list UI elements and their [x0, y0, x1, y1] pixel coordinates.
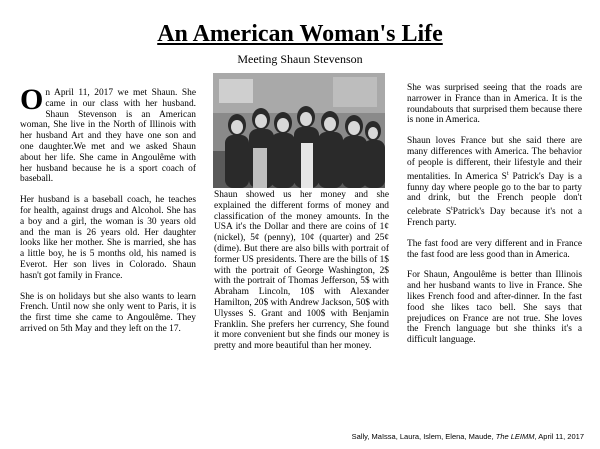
- paragraph-text: n April 11, 2017 we met Shaun. She came in our class with her husband. Shaun Stevenson is an American woman, She live in the North of Illinois with her husband Art and they have one son and one daughter.We met and we asked Shaun about her life. She came in Angoulême with her husband because he is a sport coach of baseball.: [20, 88, 196, 185]
- article-subtitle: Meeting Shaun Stevenson: [237, 52, 363, 66]
- paragraph: For Shaun, Angoulême is better than Illinois and her husband wants to live in France. She likes French food and after-dinner. In the fast food she likes taco bell. She says that prejudices on France are not true. She loves the French language but she thinks it's a difficult language.: [407, 270, 582, 346]
- paragraph: Shaun showed us her money and she explained the different forms of money and classification of the money amounts. In the USA it's the Dollar and there are coins of 1¢ (nickel), 5¢ (penny), 10¢ (quarter) and 25¢ (dime). But there are also bills with portrait of former US presidents. There are the bills of 1$ with the portrait of George Washington, 2$ with the portrait of Thomas Jefferson, 5$ with Abraham Lincoln, 10$ with Alexander Hamilton, 20$ with Andrew Jackson, 50$ with Ulysses S. Grant and 100$ with Benjamin Franklin. She prefers her currency, She found it more convenient but she finds our money is pretty and more beautiful than her money.: [214, 190, 389, 352]
- paragraph: [20, 83, 196, 185]
- drop-cap: O: [20, 83, 44, 116]
- group-photo-illustration: [213, 73, 385, 188]
- paragraph: She is on holidays but she also wants to learn French. Until now she only went to Paris, it is the first time she came to Angoulême. They arrived on 5th May and they left on the 17.: [20, 291, 196, 334]
- superscript: t: [506, 170, 509, 177]
- article-credit: [352, 432, 584, 441]
- paragraph: [407, 136, 582, 229]
- article-title: An American Woman's Life: [157, 21, 443, 47]
- paragraph-text: Patrick's Day because it's not a French party.: [407, 207, 582, 229]
- paragraph: Her husband is a baseball coach, he teaches for health, against drugs and Alcohol. She has a boy and a girl, the woman is 30 years old and the man is 26 years old. Her daughter looks like her mother. She is married, she has a little boy, he is 5 months old, his named is Everot. Her son lives in Colorado. Shaun hasn't got family in France.: [20, 195, 196, 281]
- credit-names: Sally, Maïssa, Laura, Islem, Elena, Maude,: [351, 432, 496, 441]
- group-photo: [213, 73, 385, 188]
- article-column-3: [407, 83, 582, 356]
- article-column-1: [20, 83, 196, 345]
- paragraph: The fast food are very different and in France the fast food are less good than in America.: [407, 238, 582, 260]
- article-column-2: [214, 190, 389, 362]
- paragraph-text: Shaun loves France but she said there are many differences with America. The behavior of people is different, their lifestyle and their mentalities. In America S: [407, 136, 582, 182]
- superscript: t: [451, 206, 453, 213]
- paragraph: She was surprised seeing that the roads are narrower in France than in America. It is the roundabouts that surprised them because there is none in America.: [407, 83, 582, 126]
- paragraph-text: Patrick's Day is a funny day where people go to the bar to party and drink, but the French people don't celebrate S: [407, 171, 582, 218]
- credit-date: , April 11, 2017: [534, 432, 584, 441]
- credit-publication: The LEIMM: [495, 432, 535, 441]
